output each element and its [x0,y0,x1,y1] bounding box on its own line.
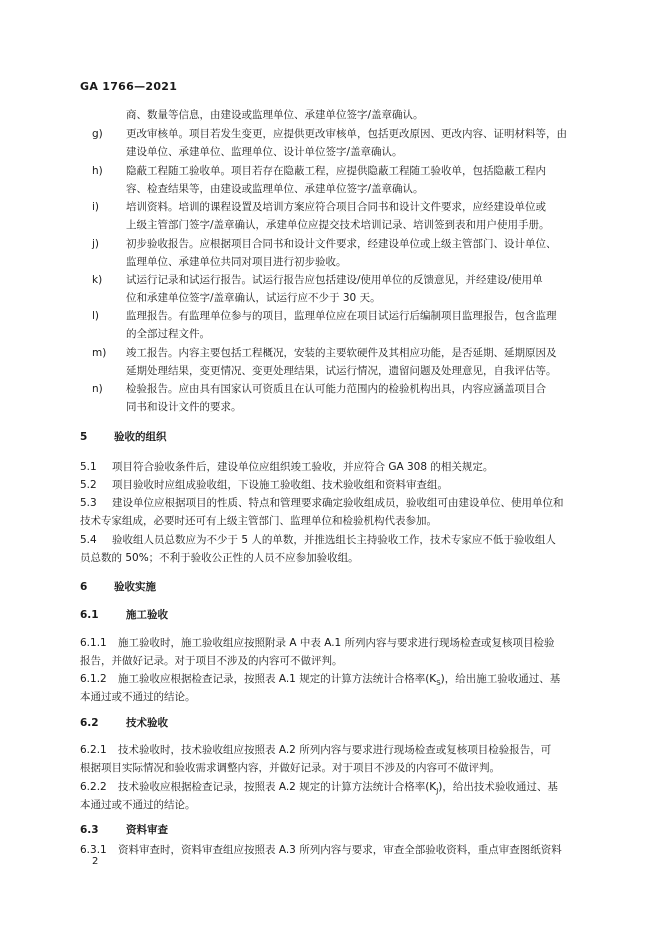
list-item-line: 容、检查结果等，由建设或监理单位、承建单位签字/盖章确认。 [126,183,424,195]
clause-line: 技术专家组成，必要时还可有上级主管部门、监理单位和检验机构代表参加。 [80,515,437,527]
clause-number: 6.2.2 [80,781,107,793]
section-heading [80,430,167,444]
clause-number: 5.1 [80,461,97,473]
subsection-title: 施工验收 [126,609,168,621]
subscript: S [436,679,441,688]
list-item-line: 位和承建单位签字/盖章确认，试运行应不少于 30 天。 [126,292,381,304]
clause-text: )，给出施工验收通过、 [440,673,550,685]
subsection-number: 6.1 [80,609,99,621]
list-continuation-line: 商、数量等信息，由建设或监理单位、承建单位签字/盖章确认。 [126,109,424,121]
clause-text: 基 [547,781,558,793]
clause-text: )，给出技术验收通过、 [438,781,548,793]
section-title: 验收的组织 [114,431,167,443]
list-item-line: 培训资料。培训的课程设置及培训方案应符合项目合同书和设计文件要求，应经建设单位或 [126,201,546,213]
clause-line: 验收组人员总数应为不少于 5 人的单数，并推选组长主持验收工作，技术专家应不低于验收组人 [112,534,556,546]
list-item-label: n) [92,383,103,395]
list-item-line: 试运行记录和试运行报告。试运行报告应包括建设/使用单位的反馈意见，并经建设/使用单 [126,274,543,286]
subsection-title: 资料审查 [126,824,168,836]
list-item-label: m) [92,347,107,359]
subsection-heading [80,823,168,837]
page-number: 2 [92,856,99,867]
list-item-line: 隐蔽工程随工验收单。项目若存在隐蔽工程，应提供隐蔽工程随工验收单，包括隐蔽工程内 [126,165,546,177]
subsection-number: 6.2 [80,717,99,729]
clause-line: 员总数的 50%；不利于验收公正性的人员不应参加验收组。 [80,552,359,564]
clause-line: 施工验收时，施工验收组应按照附录 A 中表 A.1 所列内容与要求进行现场检查或复核项目检验 [118,637,555,649]
clause-line: 项目符合验收条件后，建设单位应组织竣工验收，并应符合 GA 308 的相关规定。 [112,461,494,473]
list-item-line: 检验报告。应由具有国家认可资质且在认可能力范围内的检验机构出具，内容应涵盖项目合 [126,383,546,395]
clause-line: 建设单位应根据项目的性质、特点和管理要求确定验收组成员，验收组可由建设单位、使用单位和 [112,497,564,509]
list-item-line: 初步验收报告。应根据项目合同书和设计文件要求，经建设单位或上级主管部门、设计单位、 [126,238,557,250]
clause-line: 资料审查时，资料审查组应按照表 A.3 所列内容与要求，审查全部验收资料，重点审查图纸资料 [118,844,562,856]
clause-line: 项目验收时应组成验收组，下设施工验收组、技术验收组和资料审查组。 [112,479,448,491]
clause-number: 6.1.1 [80,637,107,649]
list-item-line: 同书和设计文件的要求。 [126,401,242,413]
section-number: 6 [80,581,88,593]
subscript: J [436,787,439,796]
clause-number: 6.1.2 [80,673,107,685]
subsection-number: 6.3 [80,824,99,836]
list-item-label: j) [92,238,100,250]
clause-text: 技术验收应根据检查记录，按照表 A.2 规定的计算方法统计合格率(K [118,781,437,793]
subsection-heading [80,608,168,622]
clause-number: 6.3.1 [80,844,107,856]
list-item-line: 的全部过程文件。 [126,328,210,340]
section-number: 5 [80,431,88,443]
clause-number: 5.2 [80,479,97,491]
list-item-label: l) [92,310,100,322]
subsection-title: 技术验收 [126,717,168,729]
clause-line: 技术验收时，技术验收组应按照表 A.2 所列内容与要求进行现场检查或复核项目检验报告，可 [118,744,552,756]
standard-code-header: GA 1766—2021 [80,80,178,93]
clause-line: 根据项目实际情况和验收需求调整内容，并做好记录。对于项目不涉及的内容可不做评判。 [80,762,500,774]
list-item-line: 更改审核单。项目若发生变更，应提供更改审核单，包括更改原因、更改内容、证明材料等，由 [126,128,567,140]
section-title: 验收实施 [114,581,156,593]
list-item-label: i) [92,201,100,213]
clause-line: 本通过或不通过的结论。 [80,799,196,811]
clause-line: 本通过或不通过的结论。 [80,691,196,703]
list-item-line: 建设单位、承建单位、监理单位、设计单位签字/盖章确认。 [126,146,403,158]
list-item-line: 监理单位、承建单位共同对项目进行初步验收。 [126,256,347,268]
clause-text: 基 [549,673,561,685]
clause-line: 报告，并做好记录。对于项目不涉及的内容可不做评判。 [80,655,343,667]
clause-line [118,780,558,798]
clause-number: 6.2.1 [80,744,107,756]
list-item-line: 延期处理结果，变更情况、变更处理结果，试运行情况，遗留问题及处理意见，自我评估等。 [126,365,557,377]
subsection-heading [80,716,168,730]
list-item-line: 竣工报告。内容主要包括工程概况，安装的主要软硬件及其相应功能，是否延期、延期原因及 [126,347,557,359]
list-item-line: 监理报告。有监理单位参与的项目，监理单位应在项目试运行后编制项目监理报告，包含监理 [126,310,557,322]
clause-line [118,672,560,690]
list-item-label: k) [92,274,103,286]
list-item-line: 上级主管部门签字/盖章确认，承建单位应提交技术培训记录、培训签到表和用户使用手册。 [126,219,550,231]
clause-text: 施工验收应根据检查记录，按照表 A.1 规定的计算方法统计合格率(K [118,673,437,685]
list-item-label: h) [92,165,103,177]
clause-number: 5.4 [80,534,97,546]
clause-number: 5.3 [80,497,97,509]
list-item-label: g) [92,128,103,140]
section-heading [80,580,156,594]
